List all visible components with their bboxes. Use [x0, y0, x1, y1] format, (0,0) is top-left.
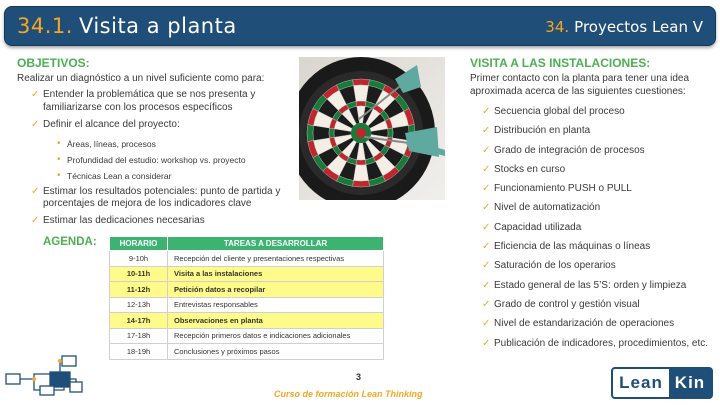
agenda-time: 18-19h [110, 344, 168, 360]
course-number: 34. [545, 18, 570, 36]
table-row [110, 297, 384, 313]
agenda-task: Visita a las instalaciones [168, 266, 384, 282]
visit-item-text: Nivel de automatización [494, 202, 601, 214]
agenda-time: 14-17h [110, 313, 168, 329]
visit-item-text: Stocks en curso [494, 163, 566, 175]
slide-number: 34.1. [17, 14, 73, 38]
list-item [482, 141, 714, 160]
list-item [482, 160, 714, 179]
visit-item-text: Funcionamiento PUSH o PULL [494, 183, 632, 195]
logo-text-kin: Kin [669, 369, 711, 397]
slide-title [17, 14, 237, 38]
list-item [482, 256, 714, 275]
page-number: 3 [356, 372, 362, 382]
visit-intro: Primer contacto con la planta para tener una idea aproximada acerca de las siguientes cuestiones: [470, 73, 690, 97]
agenda-task: Conclusiones y próximos pasos [168, 344, 384, 360]
check-icon: ✓ [482, 337, 491, 349]
objective-sublist [55, 136, 281, 184]
objectives-intro: Realizar un diagnóstico a un nivel suficiente como para: [17, 73, 265, 84]
logo-text-lean: Lean [619, 373, 663, 392]
visit-item-text: Capacidad utilizada [494, 221, 582, 233]
check-icon: ✓ [482, 318, 491, 330]
check-icon: ✓ [31, 214, 40, 226]
subitem-text: Áreas, líneas, procesos [67, 138, 156, 149]
table-row [110, 282, 384, 298]
process-flow-icon [4, 352, 86, 396]
course-name: Curso de formación Lean Thinking [274, 389, 423, 399]
visit-item-text: Eficiencia de las máquinas o líneas [494, 241, 651, 253]
list-item [482, 314, 714, 333]
agenda-task: Recepción del cliente y presentaciones respectivas [168, 251, 384, 267]
list-item [482, 198, 714, 217]
agenda-task: Recepción primeros datos e indicaciones adicionales [168, 328, 384, 344]
table-row [110, 328, 384, 344]
subitem-text: Técnicas Lean a considerar [67, 170, 172, 181]
check-icon: ✓ [482, 202, 491, 214]
check-icon: ✓ [482, 125, 491, 137]
visit-list [482, 102, 714, 353]
check-icon: ✓ [31, 185, 40, 197]
list-item [482, 334, 714, 353]
list-item [482, 121, 714, 140]
objective-text: Estimar los resultados potenciales: punto de partida y porcentajes de mejora de los indicadores clave [43, 185, 281, 209]
visit-item-text: Publicación de indicadores, procedimientos, etc. [494, 337, 709, 349]
agenda-task: Entrevistas responsables [168, 297, 384, 313]
visit-item-text: Saturación de los operarios [494, 260, 616, 272]
check-icon: ✓ [482, 241, 491, 253]
table-row [110, 251, 384, 267]
agenda-header-row [110, 237, 384, 251]
leankin-logo [611, 367, 713, 399]
dartboard-icon [299, 57, 445, 200]
visit-title: VISITA A LAS INSTALACIONES: [470, 56, 651, 70]
list-item [482, 237, 714, 256]
check-icon: ✓ [482, 106, 491, 117]
check-icon: ✓ [482, 221, 491, 233]
visit-item-text: Nivel de estandarización de operaciones [494, 318, 675, 330]
course-title [545, 18, 703, 36]
agenda-time: 11-12h [110, 282, 168, 298]
table-row [110, 266, 384, 282]
objective-item [31, 215, 281, 228]
agenda-task: Petición datos a recopilar [168, 282, 384, 298]
agenda-header-time: HORARIO [110, 237, 168, 251]
visit-item-text: Secuencia global del proceso [494, 106, 625, 117]
bullet-icon: • [57, 153, 61, 165]
objective-text: Estimar las dedicaciones necesarias [43, 214, 205, 226]
check-icon: ✓ [482, 298, 491, 310]
visit-item-text: Distribución en planta [494, 125, 591, 137]
agenda-table [109, 236, 384, 360]
objective-item [31, 89, 281, 114]
visit-item-text: Estado general de las 5’S: orden y limpieza [494, 279, 687, 291]
objective-item [31, 186, 281, 211]
slide-header [4, 6, 716, 46]
list-item [482, 276, 714, 295]
check-icon: ✓ [482, 163, 491, 175]
agenda-title: AGENDA: [43, 236, 97, 248]
course-title-text: Proyectos Lean V [574, 18, 703, 36]
agenda-time: 17-18h [110, 328, 168, 344]
check-icon: ✓ [482, 279, 491, 291]
agenda-task: Observaciones en planta [168, 313, 384, 329]
list-item [482, 295, 714, 314]
check-icon: ✓ [482, 183, 491, 195]
agenda-time: 9-10h [110, 251, 168, 267]
agenda-time: 10-11h [110, 266, 168, 282]
objective-text: Entender la problemática que se nos presenta y familiarizarse con los procesos específicos [43, 89, 256, 113]
list-item [482, 218, 714, 237]
visit-item-text: Grado de integración de procesos [494, 144, 645, 156]
agenda-header-tasks: TAREAS A DESARROLLAR [168, 237, 384, 251]
table-row [110, 344, 384, 360]
objective-subitem [55, 168, 281, 184]
subitem-text: Profundidad del estudio: workshop vs. proyecto [67, 154, 246, 165]
visit-item-text: Grado de control y gestión visual [494, 298, 640, 310]
objectives-title: OBJETIVOS: [17, 56, 90, 70]
check-icon: ✓ [482, 144, 491, 156]
objective-text: Definir el alcance del proyecto: [43, 119, 180, 130]
bullet-icon: • [57, 169, 61, 181]
check-icon: ✓ [482, 260, 491, 272]
objective-subitem [55, 152, 281, 168]
bullet-icon: • [57, 137, 61, 149]
list-item [482, 179, 714, 198]
slide-title-text: Visita a planta [78, 14, 237, 38]
list-item [482, 102, 714, 121]
table-row [110, 313, 384, 329]
objective-subitem [55, 136, 281, 152]
objectives-list [31, 89, 281, 227]
check-icon: ✓ [31, 89, 40, 100]
objective-item [31, 119, 281, 184]
agenda-time: 12-13h [110, 297, 168, 313]
dartboard-image [299, 57, 445, 200]
check-icon: ✓ [31, 119, 40, 130]
